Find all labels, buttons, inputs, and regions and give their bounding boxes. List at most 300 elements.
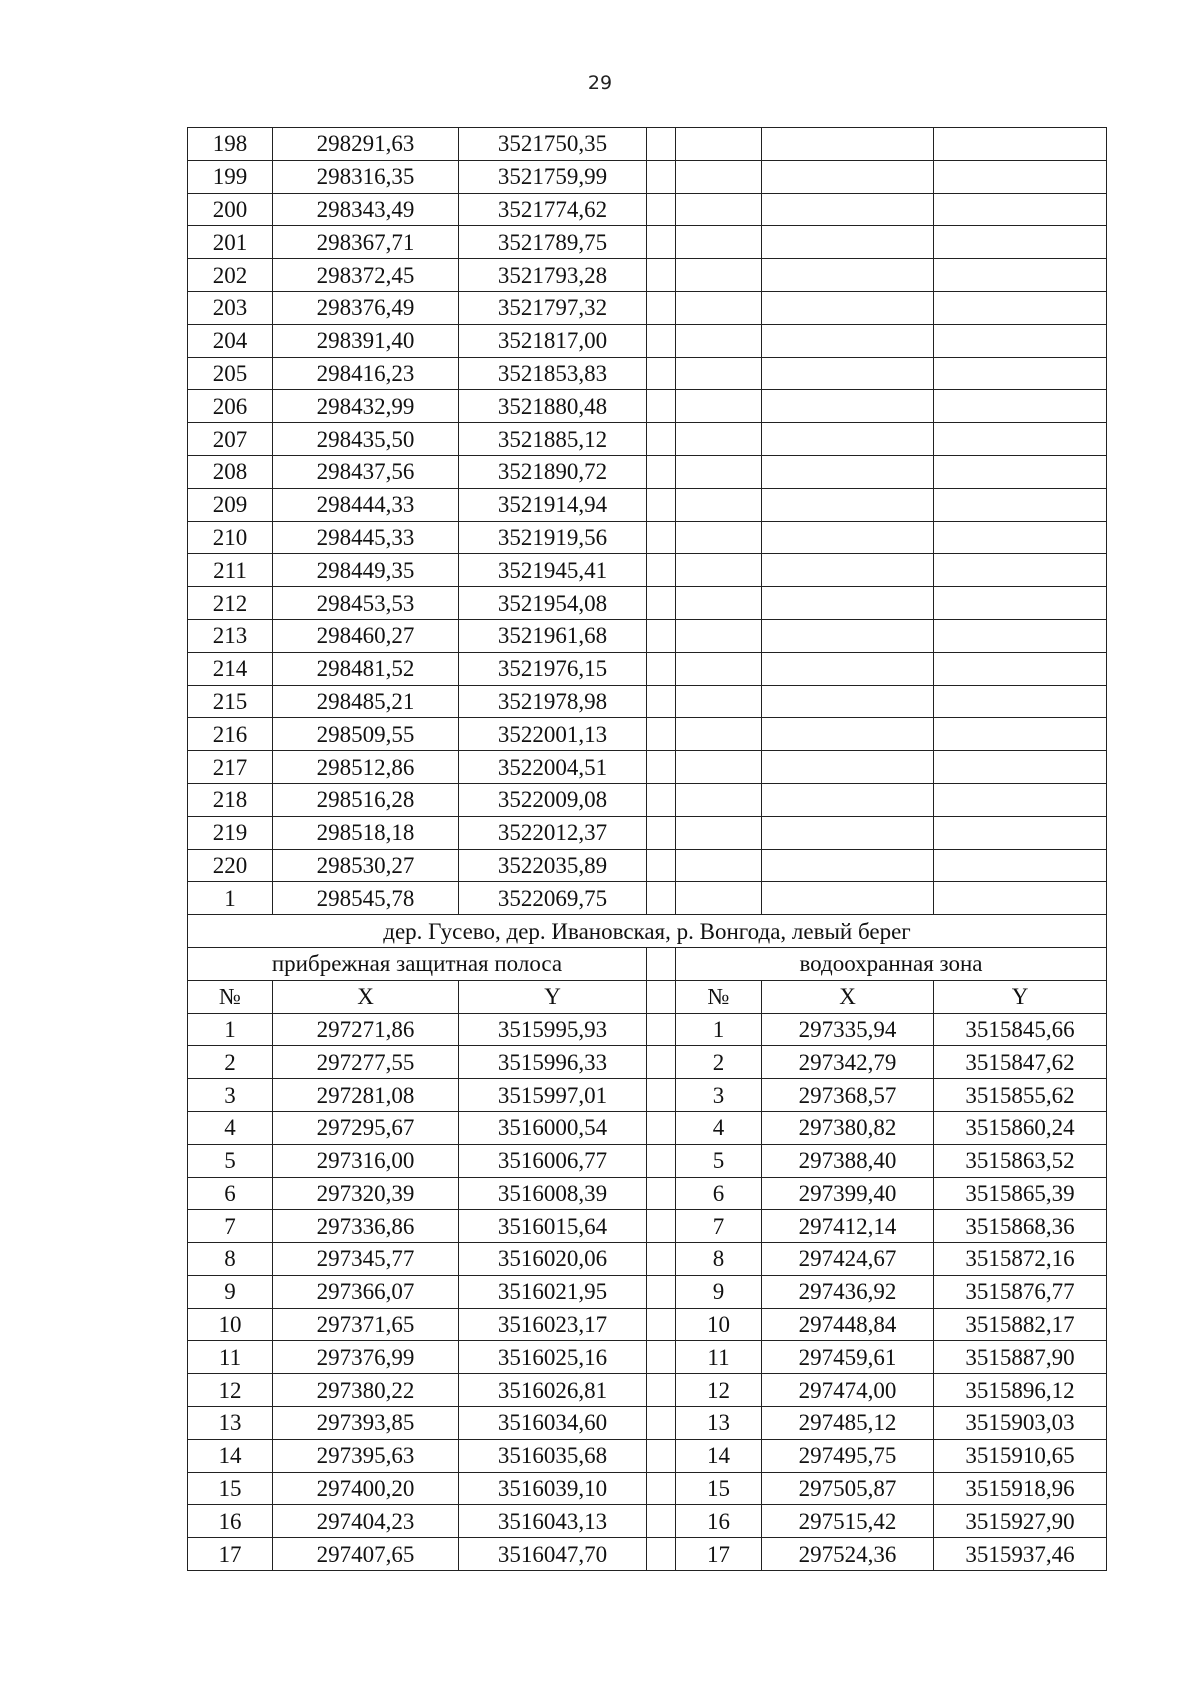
- table-row: [188, 816, 1107, 849]
- left-y-coordinate: 3516043,13: [459, 1505, 647, 1538]
- left-x-coordinate: 297336,86: [273, 1210, 459, 1243]
- point-number: 211: [188, 554, 273, 587]
- right-point-number: 3: [676, 1079, 762, 1112]
- empty-cell: [676, 390, 762, 423]
- point-number: 215: [188, 685, 273, 718]
- empty-cell: [762, 357, 934, 390]
- empty-cell: [934, 882, 1107, 915]
- left-point-number: 16: [188, 1505, 273, 1538]
- right-point-number: 13: [676, 1407, 762, 1440]
- right-point-number: 4: [676, 1111, 762, 1144]
- empty-cell: [762, 587, 934, 620]
- empty-cell: [647, 816, 676, 849]
- spacer-cell: [647, 1144, 676, 1177]
- y-coordinate: 3521890,72: [459, 455, 647, 488]
- right-point-number: 9: [676, 1275, 762, 1308]
- left-point-number: 3: [188, 1079, 273, 1112]
- spacer-cell: [647, 1308, 676, 1341]
- spacer-cell: [647, 1111, 676, 1144]
- x-coordinate: 298445,33: [273, 521, 459, 554]
- empty-cell: [647, 521, 676, 554]
- table-row: [188, 685, 1107, 718]
- x-coordinate: 298435,50: [273, 423, 459, 456]
- empty-cell: [934, 685, 1107, 718]
- empty-cell: [934, 783, 1107, 816]
- empty-cell: [676, 160, 762, 193]
- left-x-coordinate: 297345,77: [273, 1243, 459, 1276]
- y-coordinate: 3522012,37: [459, 816, 647, 849]
- right-y-coordinate: 3515860,24: [934, 1111, 1107, 1144]
- x-coordinate: 298545,78: [273, 882, 459, 915]
- right-y-coordinate: 3515927,90: [934, 1505, 1107, 1538]
- empty-cell: [934, 521, 1107, 554]
- left-point-number: 1: [188, 1013, 273, 1046]
- right-point-number: 1: [676, 1013, 762, 1046]
- left-point-number: 13: [188, 1407, 273, 1440]
- point-number: 208: [188, 455, 273, 488]
- empty-cell: [676, 652, 762, 685]
- empty-cell: [647, 783, 676, 816]
- left-point-number: 10: [188, 1308, 273, 1341]
- right-y-coordinate: 3515863,52: [934, 1144, 1107, 1177]
- point-number: 212: [188, 587, 273, 620]
- empty-cell: [676, 685, 762, 718]
- spacer-cell: [647, 1046, 676, 1079]
- spacer-cell: [647, 1243, 676, 1276]
- x-coordinate: 298449,35: [273, 554, 459, 587]
- y-coordinate: 3521750,35: [459, 128, 647, 161]
- left-x-coordinate: 297393,85: [273, 1407, 459, 1440]
- empty-cell: [762, 849, 934, 882]
- right-y-coordinate: 3515903,03: [934, 1407, 1107, 1440]
- right-point-number: 16: [676, 1505, 762, 1538]
- empty-cell: [647, 685, 676, 718]
- empty-cell: [647, 718, 676, 751]
- left-y-coordinate: 3515997,01: [459, 1079, 647, 1112]
- empty-cell: [762, 259, 934, 292]
- right-y-coordinate: 3515872,16: [934, 1243, 1107, 1276]
- left-y-coordinate: 3515996,33: [459, 1046, 647, 1079]
- empty-cell: [934, 357, 1107, 390]
- spacer-cell: [647, 1407, 676, 1440]
- empty-cell: [676, 455, 762, 488]
- y-coordinate: 3521774,62: [459, 193, 647, 226]
- empty-cell: [762, 390, 934, 423]
- right-x-coordinate: 297380,82: [762, 1111, 934, 1144]
- left-y-coordinate: 3516008,39: [459, 1177, 647, 1210]
- left-num-header: №: [188, 980, 273, 1013]
- x-coordinate: 298376,49: [273, 291, 459, 324]
- left-y-coordinate: 3515995,93: [459, 1013, 647, 1046]
- left-y-coordinate: 3516020,06: [459, 1243, 647, 1276]
- left-y-coordinate: 3516000,54: [459, 1111, 647, 1144]
- right-point-number: 5: [676, 1144, 762, 1177]
- empty-cell: [762, 751, 934, 784]
- empty-cell: [647, 882, 676, 915]
- empty-cell: [934, 619, 1107, 652]
- right-point-number: 2: [676, 1046, 762, 1079]
- empty-cell: [647, 554, 676, 587]
- empty-cell: [676, 587, 762, 620]
- empty-cell: [934, 226, 1107, 259]
- left-y-header: Y: [459, 980, 647, 1013]
- table-row: [188, 1308, 1107, 1341]
- empty-cell: [647, 259, 676, 292]
- y-coordinate: 3522004,51: [459, 751, 647, 784]
- upper-rows: [188, 128, 1107, 915]
- table-row: [188, 390, 1107, 423]
- empty-cell: [934, 652, 1107, 685]
- right-y-coordinate: 3515845,66: [934, 1013, 1107, 1046]
- right-x-coordinate: 297436,92: [762, 1275, 934, 1308]
- spacer-cell: [647, 1210, 676, 1243]
- empty-cell: [762, 882, 934, 915]
- table-row: [188, 1210, 1107, 1243]
- empty-cell: [647, 193, 676, 226]
- table-row: [188, 455, 1107, 488]
- x-coordinate: 298391,40: [273, 324, 459, 357]
- table-row: [188, 291, 1107, 324]
- x-coordinate: 298481,52: [273, 652, 459, 685]
- x-coordinate: 298291,63: [273, 128, 459, 161]
- x-coordinate: 298416,23: [273, 357, 459, 390]
- table-row: [188, 587, 1107, 620]
- empty-cell: [676, 521, 762, 554]
- y-coordinate: 3521759,99: [459, 160, 647, 193]
- x-coordinate: 298432,99: [273, 390, 459, 423]
- right-y-coordinate: 3515868,36: [934, 1210, 1107, 1243]
- left-point-number: 17: [188, 1538, 273, 1571]
- table-row: [188, 324, 1107, 357]
- empty-cell: [762, 128, 934, 161]
- lower-rows: [188, 1013, 1107, 1571]
- spacer-cell: [647, 1275, 676, 1308]
- empty-cell: [647, 455, 676, 488]
- table-row: [188, 1079, 1107, 1112]
- y-coordinate: 3521919,56: [459, 521, 647, 554]
- column-header-row: [188, 980, 1107, 1013]
- right-x-header: X: [762, 980, 934, 1013]
- spacer-cell: [647, 1079, 676, 1112]
- empty-cell: [762, 554, 934, 587]
- table-row: [188, 1374, 1107, 1407]
- empty-cell: [762, 816, 934, 849]
- table-row: [188, 423, 1107, 456]
- left-x-coordinate: 297320,39: [273, 1177, 459, 1210]
- empty-cell: [934, 160, 1107, 193]
- table-row: [188, 226, 1107, 259]
- point-number: 199: [188, 160, 273, 193]
- table-row: [188, 619, 1107, 652]
- empty-cell: [676, 882, 762, 915]
- right-x-coordinate: 297399,40: [762, 1177, 934, 1210]
- right-x-coordinate: 297412,14: [762, 1210, 934, 1243]
- right-point-number: 14: [676, 1439, 762, 1472]
- point-number: 206: [188, 390, 273, 423]
- empty-cell: [762, 324, 934, 357]
- empty-cell: [934, 423, 1107, 456]
- left-point-number: 4: [188, 1111, 273, 1144]
- point-number: 219: [188, 816, 273, 849]
- left-x-coordinate: 297380,22: [273, 1374, 459, 1407]
- left-y-coordinate: 3516025,16: [459, 1341, 647, 1374]
- right-point-number: 12: [676, 1374, 762, 1407]
- empty-cell: [647, 128, 676, 161]
- table-row: [188, 554, 1107, 587]
- x-coordinate: 298485,21: [273, 685, 459, 718]
- table-row: [188, 1472, 1107, 1505]
- spacer-cell: [647, 1341, 676, 1374]
- table-row: [188, 1111, 1107, 1144]
- left-point-number: 8: [188, 1243, 273, 1276]
- left-point-number: 7: [188, 1210, 273, 1243]
- point-number: 200: [188, 193, 273, 226]
- table-row: [188, 1144, 1107, 1177]
- left-y-coordinate: 3516034,60: [459, 1407, 647, 1440]
- y-coordinate: 3521797,32: [459, 291, 647, 324]
- x-coordinate: 298512,86: [273, 751, 459, 784]
- empty-cell: [647, 652, 676, 685]
- right-zone-header: водоохранная зона: [676, 947, 1107, 980]
- empty-cell: [647, 291, 676, 324]
- right-x-coordinate: 297335,94: [762, 1013, 934, 1046]
- empty-cell: [934, 291, 1107, 324]
- point-number: 203: [188, 291, 273, 324]
- point-number: 218: [188, 783, 273, 816]
- left-x-header: X: [273, 980, 459, 1013]
- right-point-number: 17: [676, 1538, 762, 1571]
- point-number: 204: [188, 324, 273, 357]
- empty-cell: [676, 816, 762, 849]
- empty-cell: [762, 685, 934, 718]
- right-x-coordinate: 297459,61: [762, 1341, 934, 1374]
- left-point-number: 11: [188, 1341, 273, 1374]
- coordinates-table: [187, 127, 1107, 1571]
- left-x-coordinate: 297271,86: [273, 1013, 459, 1046]
- empty-cell: [676, 488, 762, 521]
- y-coordinate: 3521817,00: [459, 324, 647, 357]
- right-x-coordinate: 297368,57: [762, 1079, 934, 1112]
- right-y-coordinate: 3515865,39: [934, 1177, 1107, 1210]
- empty-cell: [934, 751, 1107, 784]
- right-y-coordinate: 3515896,12: [934, 1374, 1107, 1407]
- point-number: 201: [188, 226, 273, 259]
- table-row: [188, 652, 1107, 685]
- empty-cell: [647, 587, 676, 620]
- table-row: [188, 1538, 1107, 1571]
- left-point-number: 15: [188, 1472, 273, 1505]
- left-y-coordinate: 3516047,70: [459, 1538, 647, 1571]
- table-row: [188, 521, 1107, 554]
- y-coordinate: 3522001,13: [459, 718, 647, 751]
- empty-cell: [676, 357, 762, 390]
- table-row: [188, 1505, 1107, 1538]
- x-coordinate: 298316,35: [273, 160, 459, 193]
- left-x-coordinate: 297295,67: [273, 1111, 459, 1144]
- zone-header-row: [188, 947, 1107, 980]
- empty-cell: [934, 390, 1107, 423]
- empty-cell: [647, 751, 676, 784]
- point-number: 214: [188, 652, 273, 685]
- empty-cell: [934, 816, 1107, 849]
- x-coordinate: 298372,45: [273, 259, 459, 292]
- point-number: 205: [188, 357, 273, 390]
- table-row: [188, 1407, 1107, 1440]
- left-x-coordinate: 297316,00: [273, 1144, 459, 1177]
- y-coordinate: 3522069,75: [459, 882, 647, 915]
- x-coordinate: 298530,27: [273, 849, 459, 882]
- empty-cell: [762, 488, 934, 521]
- right-y-coordinate: 3515882,17: [934, 1308, 1107, 1341]
- table-row: [188, 1046, 1107, 1079]
- left-y-coordinate: 3516006,77: [459, 1144, 647, 1177]
- right-y-header: Y: [934, 980, 1107, 1013]
- spacer-cell: [647, 1374, 676, 1407]
- y-coordinate: 3521961,68: [459, 619, 647, 652]
- y-coordinate: 3521793,28: [459, 259, 647, 292]
- right-x-coordinate: 297448,84: [762, 1308, 934, 1341]
- right-y-coordinate: 3515876,77: [934, 1275, 1107, 1308]
- point-number: 220: [188, 849, 273, 882]
- y-coordinate: 3521880,48: [459, 390, 647, 423]
- empty-cell: [676, 783, 762, 816]
- empty-cell: [934, 193, 1107, 226]
- left-x-coordinate: 297371,65: [273, 1308, 459, 1341]
- right-y-coordinate: 3515918,96: [934, 1472, 1107, 1505]
- spacer-cell: [647, 1177, 676, 1210]
- right-point-number: 10: [676, 1308, 762, 1341]
- point-number: 207: [188, 423, 273, 456]
- left-x-coordinate: 297281,08: [273, 1079, 459, 1112]
- table-row: [188, 1013, 1107, 1046]
- empty-cell: [647, 357, 676, 390]
- empty-cell: [762, 193, 934, 226]
- right-point-number: 7: [676, 1210, 762, 1243]
- table-row: [188, 357, 1107, 390]
- table-row: [188, 1243, 1107, 1276]
- left-point-number: 12: [188, 1374, 273, 1407]
- point-number: 216: [188, 718, 273, 751]
- x-coordinate: 298453,53: [273, 587, 459, 620]
- empty-cell: [934, 455, 1107, 488]
- y-coordinate: 3521853,83: [459, 357, 647, 390]
- table-row: [188, 718, 1107, 751]
- x-coordinate: 298444,33: [273, 488, 459, 521]
- spacer-cell: [647, 1439, 676, 1472]
- empty-cell: [647, 423, 676, 456]
- right-y-coordinate: 3515847,62: [934, 1046, 1107, 1079]
- right-x-coordinate: 297342,79: [762, 1046, 934, 1079]
- left-x-coordinate: 297407,65: [273, 1538, 459, 1571]
- right-x-coordinate: 297515,42: [762, 1505, 934, 1538]
- empty-cell: [762, 783, 934, 816]
- y-coordinate: 3521789,75: [459, 226, 647, 259]
- x-coordinate: 298518,18: [273, 816, 459, 849]
- empty-cell: [762, 619, 934, 652]
- empty-cell: [762, 160, 934, 193]
- table-row: [188, 1439, 1107, 1472]
- left-y-coordinate: 3516023,17: [459, 1308, 647, 1341]
- table-row: [188, 882, 1107, 915]
- point-number: 217: [188, 751, 273, 784]
- empty-cell: [762, 521, 934, 554]
- table-row: [188, 1177, 1107, 1210]
- left-x-coordinate: 297277,55: [273, 1046, 459, 1079]
- table-row: [188, 259, 1107, 292]
- x-coordinate: 298460,27: [273, 619, 459, 652]
- left-y-coordinate: 3516015,64: [459, 1210, 647, 1243]
- y-coordinate: 3521976,15: [459, 652, 647, 685]
- right-point-number: 8: [676, 1243, 762, 1276]
- left-y-coordinate: 3516021,95: [459, 1275, 647, 1308]
- empty-cell: [762, 652, 934, 685]
- empty-cell: [676, 259, 762, 292]
- empty-cell: [676, 324, 762, 357]
- empty-cell: [934, 554, 1107, 587]
- left-point-number: 6: [188, 1177, 273, 1210]
- left-y-coordinate: 3516035,68: [459, 1439, 647, 1472]
- x-coordinate: 298367,71: [273, 226, 459, 259]
- right-x-coordinate: 297524,36: [762, 1538, 934, 1571]
- empty-cell: [934, 128, 1107, 161]
- empty-cell: [676, 423, 762, 456]
- empty-cell: [647, 390, 676, 423]
- table-row: [188, 1341, 1107, 1374]
- point-number: 202: [188, 259, 273, 292]
- y-coordinate: 3521885,12: [459, 423, 647, 456]
- empty-cell: [676, 554, 762, 587]
- empty-cell: [934, 718, 1107, 751]
- left-zone-header: прибрежная защитная полоса: [188, 947, 647, 980]
- left-x-coordinate: 297404,23: [273, 1505, 459, 1538]
- empty-cell: [762, 226, 934, 259]
- table-row: [188, 751, 1107, 784]
- y-coordinate: 3521914,94: [459, 488, 647, 521]
- page-number: 29: [587, 72, 613, 94]
- x-coordinate: 298437,56: [273, 455, 459, 488]
- empty-cell: [676, 619, 762, 652]
- left-x-coordinate: 297366,07: [273, 1275, 459, 1308]
- table-row: [188, 783, 1107, 816]
- spacer-cell: [647, 980, 676, 1013]
- right-point-number: 15: [676, 1472, 762, 1505]
- spacer-cell: [647, 947, 676, 980]
- empty-cell: [934, 259, 1107, 292]
- x-coordinate: 298516,28: [273, 783, 459, 816]
- y-coordinate: 3522009,08: [459, 783, 647, 816]
- right-x-coordinate: 297474,00: [762, 1374, 934, 1407]
- section-title: дер. Гусево, дер. Ивановская, р. Вонгода, левый берег: [188, 915, 1107, 948]
- left-x-coordinate: 297400,20: [273, 1472, 459, 1505]
- left-point-number: 5: [188, 1144, 273, 1177]
- right-num-header: №: [676, 980, 762, 1013]
- table-row: [188, 849, 1107, 882]
- y-coordinate: 3521954,08: [459, 587, 647, 620]
- empty-cell: [676, 291, 762, 324]
- empty-cell: [647, 160, 676, 193]
- spacer-cell: [647, 1472, 676, 1505]
- section-header: [188, 915, 1107, 1013]
- empty-cell: [676, 751, 762, 784]
- right-y-coordinate: 3515855,62: [934, 1079, 1107, 1112]
- y-coordinate: 3521945,41: [459, 554, 647, 587]
- point-number: 213: [188, 619, 273, 652]
- empty-cell: [676, 226, 762, 259]
- left-x-coordinate: 297395,63: [273, 1439, 459, 1472]
- empty-cell: [676, 128, 762, 161]
- right-point-number: 6: [676, 1177, 762, 1210]
- empty-cell: [676, 849, 762, 882]
